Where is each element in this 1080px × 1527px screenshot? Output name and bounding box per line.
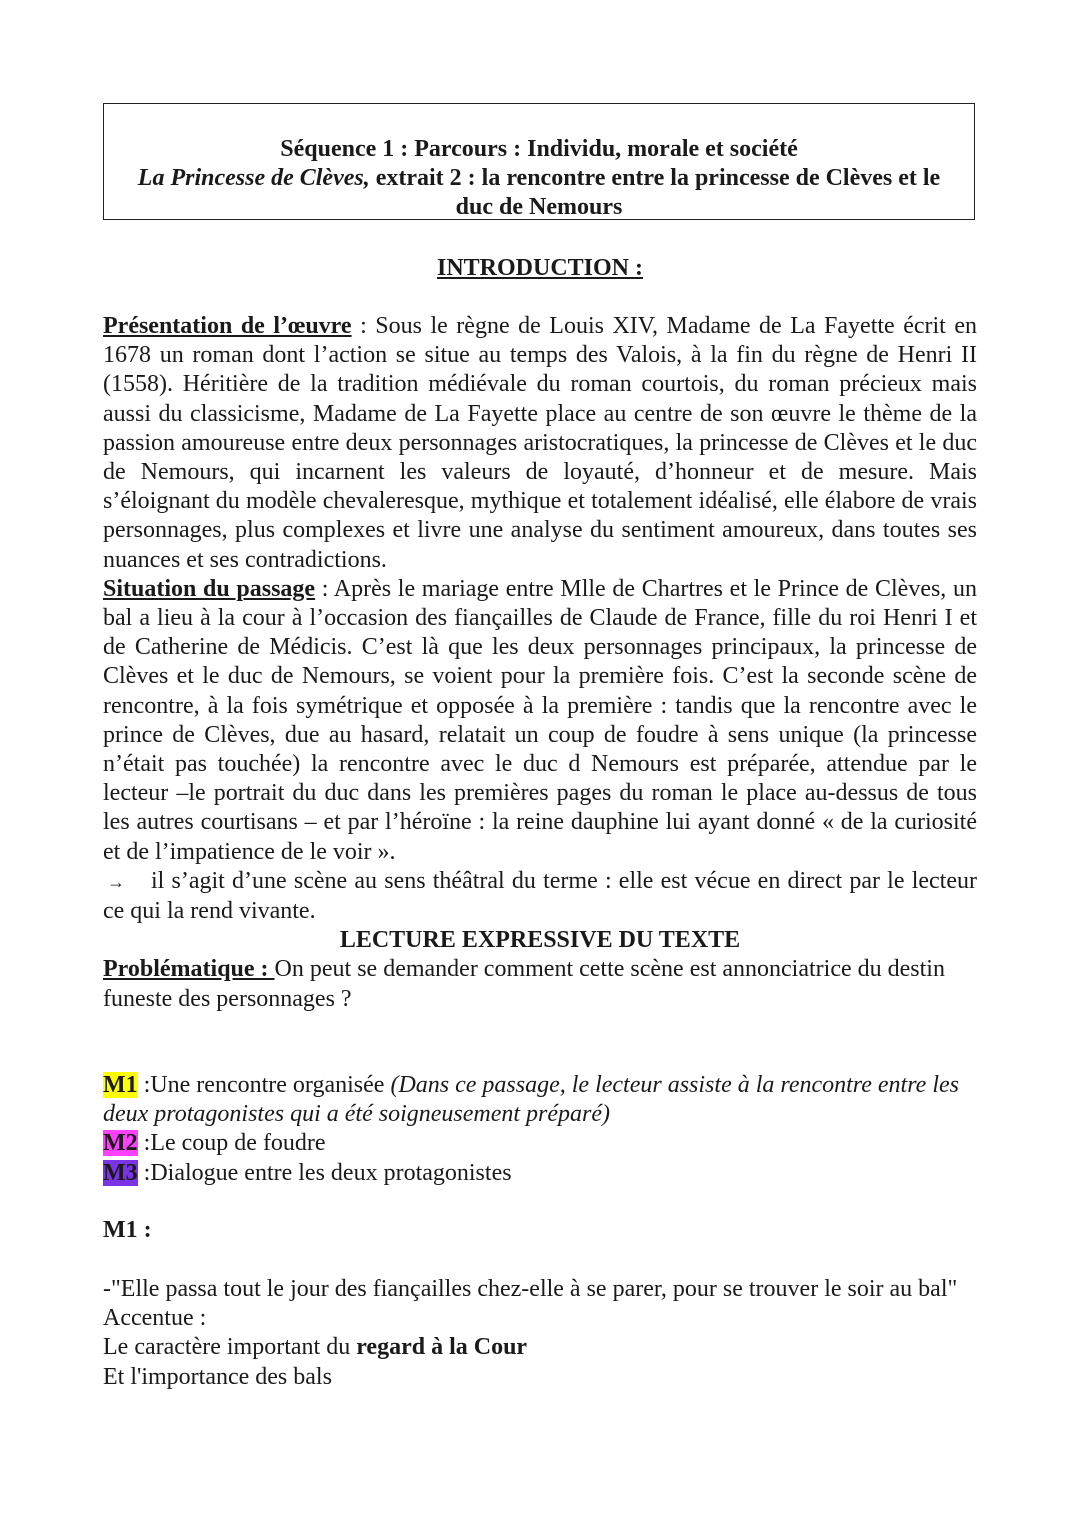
- presentation-text: : Sous le règne de Louis XIV, Madame de La Fayette écrit en 1678 un roman dont l’action se situe au temps des Valois, à la fin du règne de Henri II (1558). Héritière de la tradition médiévale du roman courtois, du roman précieux mais aussi du classicisme, Madame de La Fayette place au centre de son œuvre le thème de la passion amoureuse entre deux personnages aristocratiques, la princesse de Clèves et le duc de Nemours, qui incarnent les valeurs de loyauté, d’honneur et de mesure. Mais s’éloignant du modèle chevaleresque, mythique et totalement idéalisé, elle élabore de vrais personnages, plus complexes et livre une analyse du sentiment amoureux, dans toutes ses nuances et ses contradictions.: [103, 313, 978, 573]
- arrow-text: il s’agit d’une scène au sens théâtral du terme : elle est vécue en direct par le lecteur ce qui la rend vivante.: [103, 867, 977, 925]
- intro-body: [103, 312, 977, 1014]
- m1-content: [103, 1275, 977, 1392]
- situation-paragraph: [103, 575, 977, 867]
- introduction-heading: INTRODUCTION :: [436, 255, 643, 281]
- moments-list: [103, 1071, 977, 1188]
- problematique-text: On peut se demander comment cette scène est annonciatrice du destin funeste des personnages ?: [103, 956, 945, 1012]
- point-bals: Et l'importance des bals: [103, 1363, 332, 1390]
- arrow-icon: →: [107, 871, 125, 892]
- presentation-label: Présentation de l’œuvre: [103, 313, 352, 339]
- m2-tag: M2: [103, 1130, 138, 1157]
- m3-tag: M3: [103, 1159, 138, 1186]
- m1-tag: M1: [103, 1072, 138, 1098]
- situation-label: Situation du passage: [103, 575, 316, 602]
- lecture-heading: LECTURE EXPRESSIVE DU TEXTE: [339, 927, 741, 954]
- m1-heading: M1 :: [103, 1217, 152, 1243]
- moment-m2: M2 :Le coup de foudre: [103, 1130, 326, 1157]
- extract-title-end: duc de Nemours: [455, 194, 623, 220]
- moment-m1: M1 :Une rencontre organisée (Dans ce passage, le lecteur assiste à la rencontre entre les deux protagonistes qui a été soigneusement préparé): [103, 1072, 959, 1128]
- sequence-title: Séquence 1 : Parcours : Individu, morale et société: [280, 136, 798, 162]
- accentue-label: Accentue :: [103, 1305, 207, 1332]
- situation-text: : Après le mariage entre Mlle de Chartres et le Prince de Clèves, un bal a lieu à la cour à l’occasion des fiançailles de Claude de France, fille du roi Henri I et de Catherine de Médicis. C’est là que les deux personnages principaux, la princesse de Clèves et le duc de Nemours, se voient pour la première fois. C’est la seconde scène de rencontre, à la fois symétrique et opposée à la première : tandis que la rencontre avec le prince de Clèves, due au hasard, relatait un coup de foudre à sens unique (la princesse n’était pas touchée) la rencontre avec le duc d Nemours est préparée, attendue par le lecteur –le portrait du duc dans les premières pages du roman le place au-dessus de tous les autres courtisans – et par l’héroïne : la reine dauphine lui ayant donné « de la curiosité et de l’impatience de le voir ».: [103, 575, 977, 865]
- arrow-paragraph: [103, 867, 977, 926]
- m1-quote: -"Elle passa tout le jour des fiançailles chez-elle à se parer, pour se trouver le soir au bal": [103, 1276, 958, 1302]
- presentation-paragraph: [103, 312, 977, 575]
- point-regard: Le caractère important du regard à la Cour: [103, 1334, 528, 1361]
- problematique-label: Problématique :: [103, 956, 275, 983]
- book-title: La Princesse de Clèves,: [137, 165, 370, 191]
- problematique-paragraph: [103, 955, 977, 1013]
- moment-m3: M3 :Dialogue entre les deux protagonistes: [103, 1159, 512, 1186]
- m1-note: (Dans ce passage, le lecteur assiste à la rencontre entre les deux protagonistes qui a été soigneusement préparé): [103, 1072, 959, 1128]
- extract-title: La Princesse de Clèves, extrait 2 : la rencontre entre la princesse de Clèves et le: [137, 165, 941, 191]
- title-box: [103, 103, 975, 220]
